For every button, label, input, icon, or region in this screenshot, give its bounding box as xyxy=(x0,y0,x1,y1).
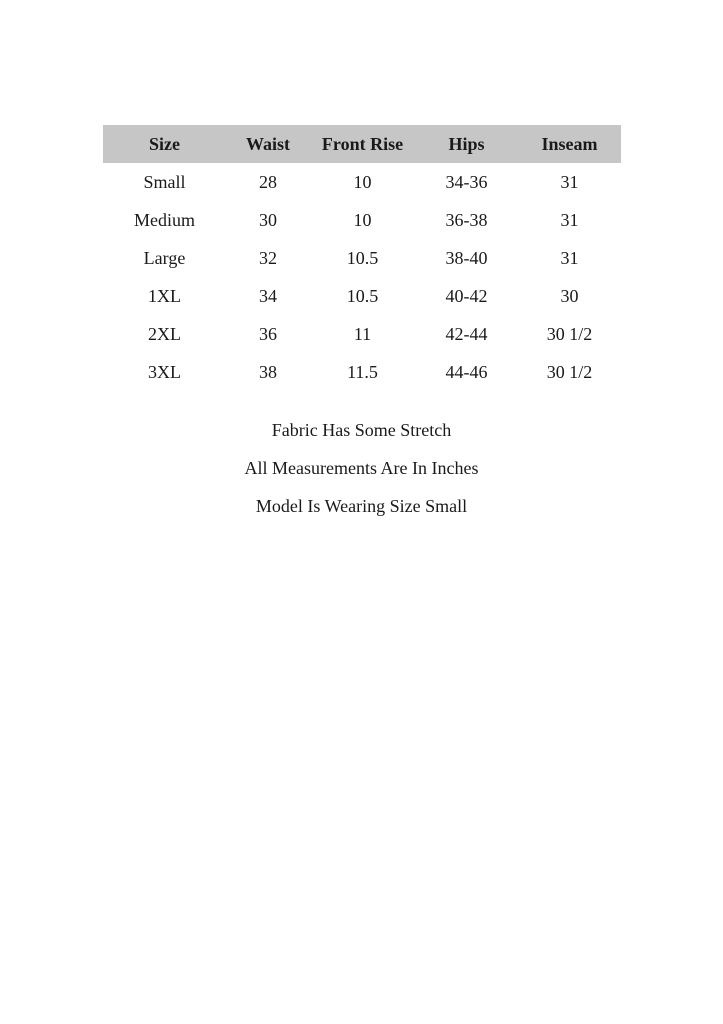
cell-hips: 34-36 xyxy=(445,171,488,192)
cell-size: Large xyxy=(143,247,186,268)
cell-front-rise: 11 xyxy=(353,323,372,344)
table-row xyxy=(103,163,621,201)
cell-waist: 38 xyxy=(259,361,277,382)
header-front-rise: Front Rise xyxy=(310,125,415,163)
cell-inseam: 30 1/2 xyxy=(546,361,593,382)
cell-waist: 34 xyxy=(259,285,277,306)
cell-waist: 28 xyxy=(259,171,277,192)
cell-front-rise: 10 xyxy=(353,171,372,192)
cell-hips: 38-40 xyxy=(445,247,488,268)
cell-front-rise: 10.5 xyxy=(346,247,379,268)
table-row xyxy=(103,277,621,315)
cell-size: 3XL xyxy=(148,361,181,382)
cell-hips: 36-38 xyxy=(445,209,488,230)
cell-size: 1XL xyxy=(148,285,181,306)
cell-inseam: 31 xyxy=(560,171,579,192)
cell-size: Medium xyxy=(134,209,195,230)
cell-hips: 40-42 xyxy=(445,285,488,306)
header-size: Size xyxy=(103,125,226,163)
table-header xyxy=(103,125,621,163)
table-row xyxy=(103,353,621,391)
cell-inseam: 31 xyxy=(560,247,579,268)
cell-hips: 44-46 xyxy=(445,361,488,382)
cell-size: Small xyxy=(143,171,186,192)
table-row xyxy=(103,201,621,239)
cell-size: 2XL xyxy=(148,323,181,344)
cell-inseam: 30 xyxy=(560,285,579,306)
cell-inseam: 31 xyxy=(560,209,579,230)
table-row xyxy=(103,315,621,353)
header-waist: Waist xyxy=(226,125,310,163)
table-row xyxy=(103,239,621,277)
cell-waist: 32 xyxy=(259,247,277,268)
cell-hips: 42-44 xyxy=(445,323,488,344)
size-notes xyxy=(0,411,723,525)
cell-front-rise: 10.5 xyxy=(346,285,379,306)
note-model-size: Model Is Wearing Size Small xyxy=(255,496,468,516)
header-inseam: Inseam xyxy=(518,125,621,163)
table-body xyxy=(103,163,621,391)
cell-front-rise: 11.5 xyxy=(347,361,378,382)
note-measurement-units: All Measurements Are In Inches xyxy=(244,458,479,478)
cell-waist: 36 xyxy=(259,323,277,344)
cell-front-rise: 10 xyxy=(353,209,372,230)
cell-waist: 30 xyxy=(259,209,277,230)
note-fabric-stretch: Fabric Has Some Stretch xyxy=(271,420,452,440)
header-hips: Hips xyxy=(415,125,518,163)
size-chart-table xyxy=(103,125,621,391)
header-row xyxy=(103,125,621,163)
cell-inseam: 30 1/2 xyxy=(546,323,593,344)
